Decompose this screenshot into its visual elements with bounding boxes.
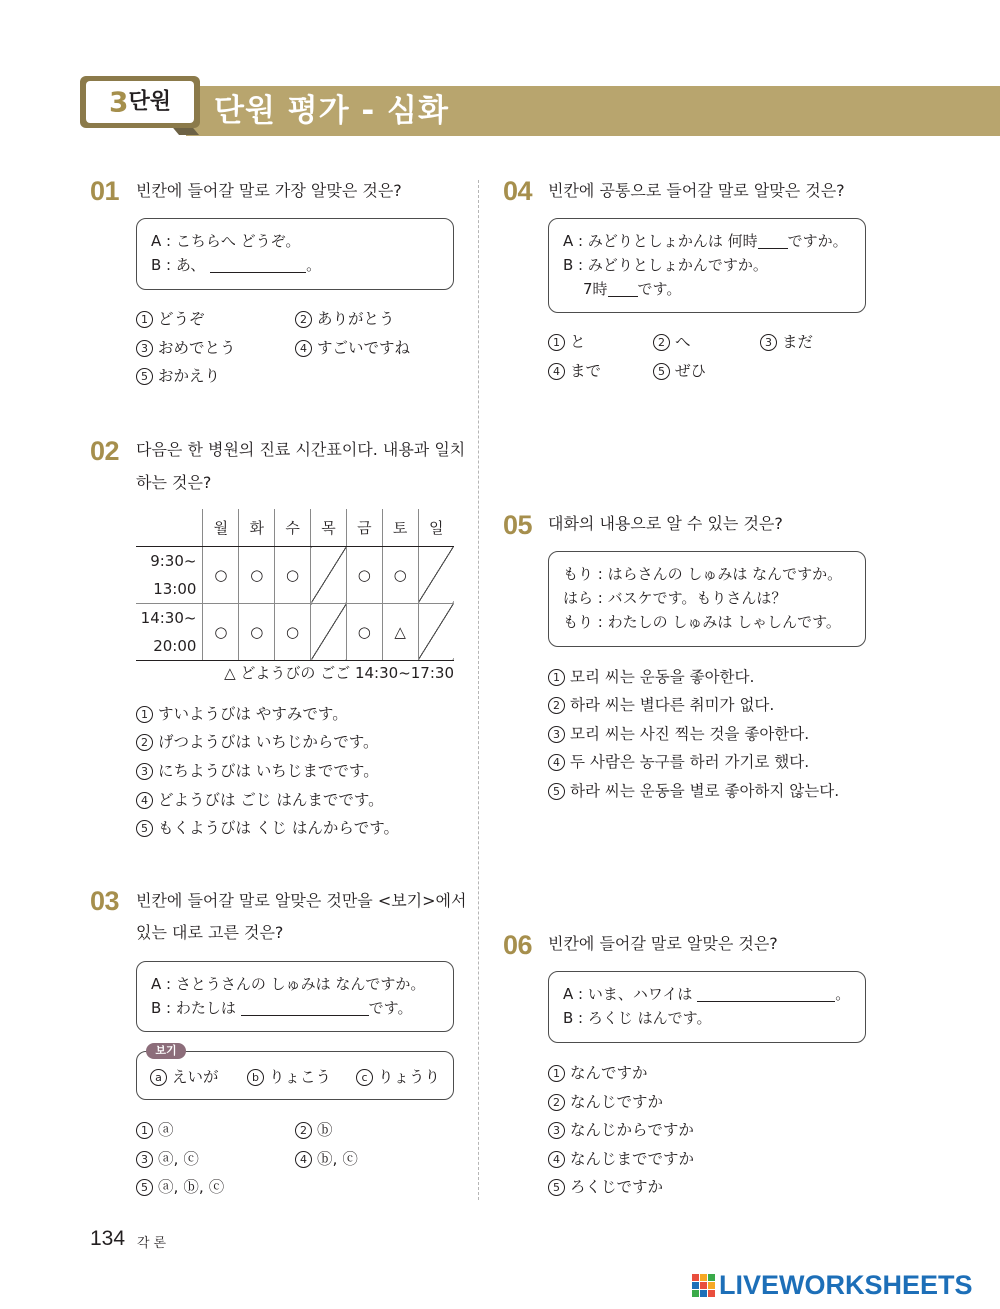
answer-option[interactable] bbox=[136, 1118, 174, 1140]
answer-option[interactable] bbox=[548, 1090, 663, 1112]
bogi-marker: c bbox=[356, 1069, 373, 1086]
closed-cell bbox=[311, 546, 347, 603]
dialog-line: B : ろくじ はんです。 bbox=[563, 1009, 712, 1027]
dialog-text: B : あ、 bbox=[151, 256, 206, 274]
answer-option[interactable] bbox=[136, 702, 348, 724]
closed-cell bbox=[311, 603, 347, 660]
option-text: なんじですか bbox=[570, 1093, 664, 1111]
option-text: ありがとう bbox=[317, 310, 395, 328]
answer-option[interactable] bbox=[760, 330, 813, 352]
time-cell bbox=[136, 603, 203, 660]
option-marker: 5 bbox=[136, 820, 153, 837]
dialog-line: A : さとうさんの しゅみは なんですか。 bbox=[151, 975, 426, 993]
option-text: へ bbox=[675, 333, 691, 351]
schedule-cell: ○ bbox=[275, 546, 311, 603]
answer-option[interactable] bbox=[136, 336, 236, 358]
answer-option[interactable] bbox=[136, 1147, 199, 1169]
option-marker: 5 bbox=[548, 783, 565, 800]
answer-option[interactable] bbox=[548, 722, 809, 744]
question-number: 06 bbox=[503, 930, 533, 960]
answer-option[interactable] bbox=[653, 330, 691, 352]
column-divider bbox=[478, 180, 479, 1200]
option-marker: 2 bbox=[136, 734, 153, 751]
dialog-line bbox=[151, 996, 439, 1020]
option-text: なんじまでですか bbox=[570, 1150, 695, 1168]
option-text: 하라 씨는 별다른 취미가 없다. bbox=[570, 696, 775, 714]
answer-option[interactable] bbox=[548, 779, 839, 801]
day-header: 토 bbox=[382, 509, 418, 546]
answer-option[interactable] bbox=[295, 307, 395, 329]
answer-blank bbox=[758, 233, 788, 249]
section-label: 각론 bbox=[137, 1236, 171, 1251]
question-number: 05 bbox=[503, 510, 533, 540]
table-note: △ どようびの ごご 14:30~17:30 bbox=[224, 664, 454, 682]
time-end: 13:00 bbox=[153, 579, 197, 598]
schedule-cell: ○ bbox=[275, 603, 311, 660]
dialog-line bbox=[563, 229, 851, 253]
question-number: 01 bbox=[90, 176, 120, 206]
option-text: 두 사람은 농구를 하러 가기로 했다. bbox=[570, 753, 810, 771]
dialog-text: B : わたしは bbox=[151, 999, 236, 1017]
day-header: 월 bbox=[203, 509, 239, 546]
option-text: すごいですね bbox=[317, 339, 411, 357]
schedule-cell: ○ bbox=[346, 546, 382, 603]
option-text: ⓐ bbox=[158, 1121, 174, 1139]
option-marker: 4 bbox=[136, 792, 153, 809]
option-marker: 2 bbox=[548, 697, 565, 714]
option-text: ⓐ, ⓑ, ⓒ bbox=[158, 1178, 225, 1196]
day-header: 화 bbox=[239, 509, 275, 546]
answer-option[interactable] bbox=[653, 359, 706, 381]
dialog-box bbox=[136, 961, 454, 1032]
closed-cell bbox=[418, 546, 454, 603]
bogi-marker: a bbox=[150, 1069, 167, 1086]
table-row bbox=[136, 603, 454, 660]
page-number: 134 bbox=[90, 1227, 126, 1250]
day-header: 수 bbox=[275, 509, 311, 546]
answer-option[interactable] bbox=[136, 759, 379, 781]
answer-option[interactable] bbox=[136, 730, 379, 752]
unit-label: 단원 bbox=[128, 89, 171, 115]
day-header: 목 bbox=[311, 509, 347, 546]
dialog-box bbox=[548, 971, 866, 1043]
option-marker: 4 bbox=[548, 363, 565, 380]
liveworksheets-logo[interactable] bbox=[692, 1268, 973, 1302]
option-text: なんですか bbox=[570, 1064, 648, 1082]
dialog-text: A : いま、ハワイは bbox=[563, 985, 693, 1003]
bogi-item bbox=[247, 1065, 331, 1087]
option-text: まで bbox=[570, 362, 602, 380]
dialog-line: もり : わたしの しゅみは しゃしんです。 bbox=[563, 613, 841, 631]
option-text: と bbox=[570, 333, 586, 351]
question-text: 빈칸에 들어갈 말로 가장 알맞은 것은? bbox=[136, 181, 402, 200]
option-marker: 1 bbox=[136, 311, 153, 328]
question-text: 빈칸에 들어갈 말로 알맞은 것은? bbox=[548, 934, 778, 953]
option-text: まだ bbox=[782, 333, 814, 351]
option-marker: 4 bbox=[548, 754, 565, 771]
brand-name: LIVEWORKSHEETS bbox=[719, 1269, 973, 1300]
schedule-cell: ○ bbox=[382, 546, 418, 603]
question-number: 03 bbox=[90, 886, 120, 916]
dialog-line: もり : はらさんの しゅみは なんですか。 bbox=[563, 565, 843, 583]
option-marker: 4 bbox=[548, 1151, 565, 1168]
dialog-text: です。 bbox=[637, 280, 682, 298]
dialog-text: A : みどりとしょかんは 何時 bbox=[563, 232, 758, 250]
schedule-cell: ○ bbox=[203, 603, 239, 660]
option-text: ⓐ, ⓒ bbox=[158, 1150, 199, 1168]
dialog-line: はら : バスケです。もりさんは？ bbox=[563, 589, 787, 607]
bogi-text: りょうり bbox=[378, 1068, 441, 1086]
dialog-text: ですか。 bbox=[787, 232, 848, 250]
dialog-line bbox=[563, 277, 851, 301]
option-marker: 3 bbox=[136, 340, 153, 357]
option-marker: 1 bbox=[548, 334, 565, 351]
answer-option[interactable] bbox=[548, 750, 809, 772]
answer-option[interactable] bbox=[295, 1147, 358, 1169]
option-marker: 3 bbox=[136, 1151, 153, 1168]
dialog-box bbox=[548, 218, 866, 313]
answer-option[interactable] bbox=[548, 1175, 663, 1197]
question-text: 대화의 내용으로 알 수 있는 것은? bbox=[548, 514, 783, 533]
bogi-text: りょこう bbox=[269, 1068, 332, 1086]
dialog-text: 。 bbox=[306, 256, 322, 274]
table-row bbox=[136, 546, 454, 603]
bogi-item bbox=[150, 1065, 219, 1087]
option-text: ⓑ bbox=[317, 1121, 333, 1139]
time-start: 9:30~ bbox=[150, 551, 197, 570]
option-marker: 5 bbox=[136, 1179, 153, 1196]
option-text: 모리 씨는 운동을 좋아한다. bbox=[570, 668, 755, 686]
option-marker: 2 bbox=[653, 334, 670, 351]
option-marker: 1 bbox=[136, 706, 153, 723]
unit-badge-inner bbox=[86, 81, 194, 123]
option-marker: 1 bbox=[136, 1122, 153, 1139]
option-marker: 4 bbox=[295, 340, 312, 357]
day-header: 금 bbox=[346, 509, 382, 546]
dialog-line bbox=[563, 982, 851, 1006]
answer-blank bbox=[608, 281, 638, 297]
brand-grid-icon bbox=[692, 1274, 715, 1297]
option-text: にちようびは いちじまでです。 bbox=[158, 762, 379, 780]
question-text: 빈칸에 들어갈 말로 알맞은 것만을 <보기>에서 bbox=[136, 891, 467, 910]
option-text: げつようびは いちじからです。 bbox=[158, 733, 379, 751]
dialog-text: 。 bbox=[835, 985, 851, 1003]
answer-option[interactable] bbox=[136, 307, 205, 329]
answer-option[interactable] bbox=[548, 665, 754, 687]
schedule-cell: ○ bbox=[203, 546, 239, 603]
option-marker: 3 bbox=[548, 1122, 565, 1139]
option-marker: 2 bbox=[295, 311, 312, 328]
option-marker: 3 bbox=[548, 726, 565, 743]
answer-blank bbox=[697, 986, 835, 1002]
option-text: どようびは ごじ はんまでです。 bbox=[158, 791, 384, 809]
option-text: なんじからですか bbox=[570, 1121, 694, 1139]
option-marker: 1 bbox=[548, 669, 565, 686]
option-text: おかえり bbox=[158, 367, 221, 385]
answer-option[interactable] bbox=[548, 330, 586, 352]
option-marker: 3 bbox=[760, 334, 777, 351]
option-marker: 4 bbox=[295, 1151, 312, 1168]
option-marker: 5 bbox=[653, 363, 670, 380]
closed-cell bbox=[418, 603, 454, 660]
answer-blank bbox=[210, 257, 306, 273]
option-marker: 5 bbox=[136, 368, 153, 385]
answer-option[interactable] bbox=[548, 359, 601, 381]
dialog-text: です。 bbox=[368, 999, 413, 1017]
bogi-marker: b bbox=[247, 1069, 264, 1086]
bogi-label: 보기 bbox=[146, 1043, 186, 1059]
answer-option[interactable] bbox=[548, 1147, 694, 1169]
answer-blank bbox=[241, 1000, 369, 1016]
dialog-text: 7時 bbox=[583, 280, 608, 298]
answer-option[interactable] bbox=[548, 693, 774, 715]
question-number: 04 bbox=[503, 176, 533, 206]
page-title: 단원 평가 - 심화 bbox=[214, 93, 449, 129]
option-text: すいようびは やすみです。 bbox=[158, 705, 348, 723]
option-text: 하라 씨는 운동을 별로 좋아하지 않는다. bbox=[570, 782, 840, 800]
option-text: ぜひ bbox=[675, 362, 707, 380]
option-text: ろくじですか bbox=[570, 1178, 664, 1196]
option-marker: 5 bbox=[548, 1179, 565, 1196]
time-start: 14:30~ bbox=[140, 608, 197, 627]
option-marker: 2 bbox=[548, 1094, 565, 1111]
answer-option[interactable] bbox=[295, 336, 410, 358]
dialog-line: A : こちらへ どうぞ。 bbox=[151, 232, 301, 250]
schedule-table bbox=[136, 509, 454, 661]
bogi-text: えいが bbox=[172, 1068, 219, 1086]
schedule-cell: ○ bbox=[239, 546, 275, 603]
answer-option[interactable] bbox=[136, 364, 220, 386]
dialog-line bbox=[151, 253, 439, 277]
unit-number: 3 bbox=[109, 85, 129, 119]
bogi-item bbox=[356, 1065, 440, 1087]
dialog-box bbox=[548, 551, 866, 647]
answer-option[interactable] bbox=[136, 788, 384, 810]
dialog-box bbox=[136, 218, 454, 290]
option-text: ⓑ, ⓒ bbox=[317, 1150, 358, 1168]
option-text: おめでとう bbox=[158, 339, 236, 357]
question-number: 02 bbox=[90, 436, 120, 466]
schedule-cell: ○ bbox=[346, 603, 382, 660]
option-marker: 3 bbox=[136, 763, 153, 780]
answer-option[interactable] bbox=[136, 816, 399, 838]
time-cell bbox=[136, 546, 203, 603]
option-marker: 2 bbox=[295, 1122, 312, 1139]
option-text: もくようびは くじ はんからです。 bbox=[158, 819, 399, 837]
option-text: どうぞ bbox=[158, 310, 205, 328]
option-text: 모리 씨는 사진 찍는 것을 좋아한다. bbox=[570, 725, 810, 743]
option-marker: 1 bbox=[548, 1065, 565, 1082]
dialog-line: B : みどりとしょかんですか。 bbox=[563, 256, 768, 274]
question-text: 빈칸에 공통으로 들어갈 말로 알맞은 것은? bbox=[548, 181, 845, 200]
question-text: 다음은 한 병원의 진료 시간표이다. 내용과 일치 bbox=[136, 440, 466, 459]
answer-option[interactable] bbox=[548, 1061, 648, 1083]
question-text: 하는 것은? bbox=[136, 473, 212, 492]
day-header: 일 bbox=[418, 509, 454, 546]
question-text: 있는 대로 고른 것은? bbox=[136, 923, 284, 942]
table-corner bbox=[136, 509, 203, 546]
answer-option[interactable] bbox=[136, 1175, 224, 1197]
time-end: 20:00 bbox=[153, 636, 197, 655]
schedule-cell: △ bbox=[382, 603, 418, 660]
schedule-cell: ○ bbox=[239, 603, 275, 660]
answer-option[interactable] bbox=[548, 1118, 694, 1140]
answer-option[interactable] bbox=[295, 1118, 333, 1140]
